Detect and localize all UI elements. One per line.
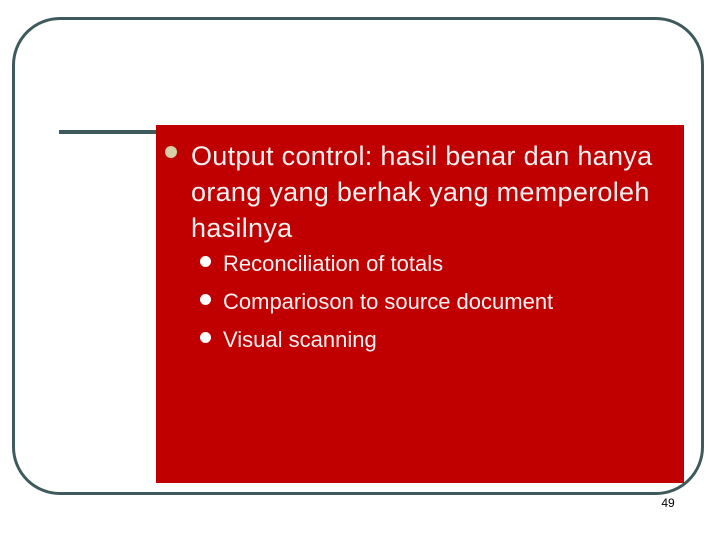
sub-bullet-dot-icon [200, 294, 211, 305]
sub-bullet-dot-icon [200, 256, 211, 267]
sub-bullet-text: Comparioson to source document [223, 289, 554, 314]
sub-bullet-text: Visual scanning [223, 327, 377, 352]
sub-bullet-item [191, 288, 671, 326]
sub-bullet-item [191, 250, 671, 288]
main-bullet-text: Output control: hasil benar dan hanya orang yang berhak yang memperoleh hasilnya [191, 141, 653, 243]
bullet-dot-icon [165, 146, 177, 158]
sub-bullet-list [191, 250, 671, 364]
title-rule [59, 130, 159, 134]
page-number: 49 [661, 496, 675, 510]
sub-bullet-dot-icon [200, 332, 211, 343]
sub-bullet-item [191, 326, 671, 364]
sub-bullet-text: Reconciliation of totals [223, 251, 444, 276]
